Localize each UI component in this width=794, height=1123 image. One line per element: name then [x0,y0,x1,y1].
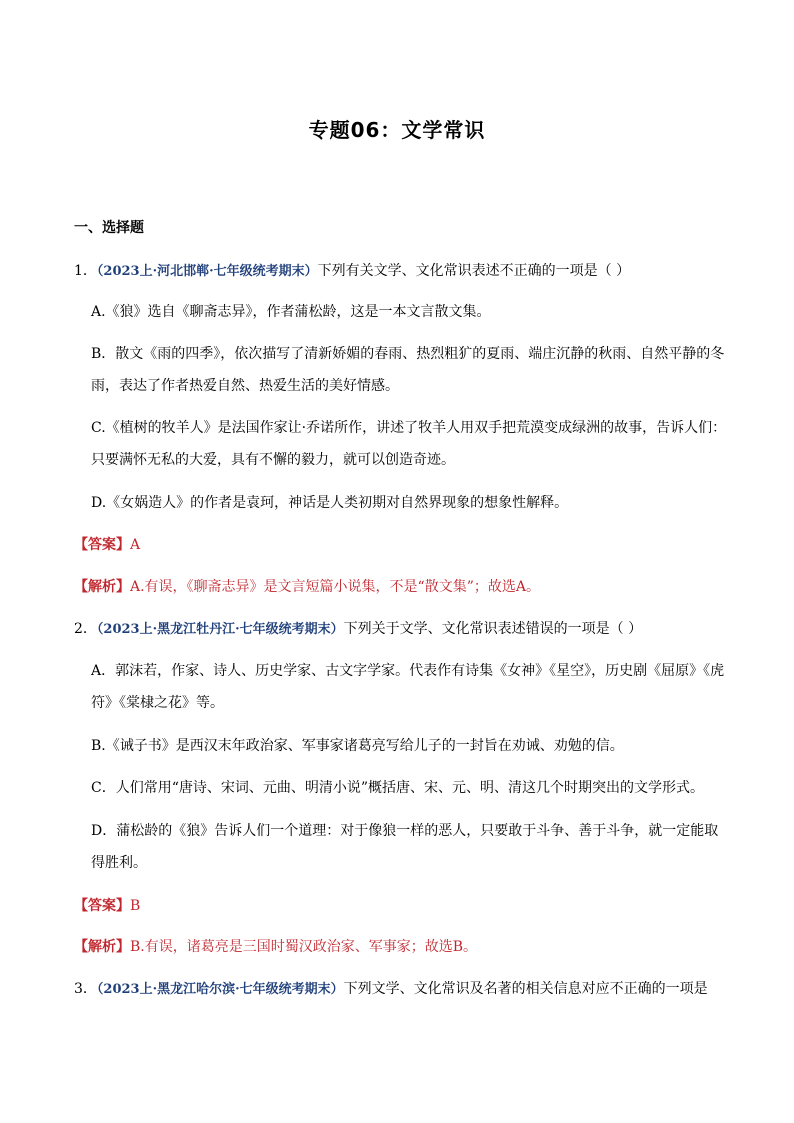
q1-analysis [74,577,540,597]
question-number: 2． [74,621,97,637]
question-number: 3． [74,981,97,997]
analysis-text: A.有误，《聊斋志异》是文言短篇小说集，不是“散文集”；故选A。 [130,579,540,595]
question-3-stem [74,979,708,1000]
q1-answer [74,535,140,555]
q1-option-a: A.《狼》选自《聊斋志异》，作者蒲松龄，这是一本文言散文集。 [91,304,491,320]
question-1-stem [74,261,630,282]
q2-option-d-line1: D．蒲松龄的《狼》告诉人们一个道理：对于像狼一样的恶人，只要敢于斗争、善于斗争，就一定能取 [91,823,719,839]
question-text: 下列有关文学、文化常识表述不正确的一项是（ ） [317,263,631,279]
analysis-label: 【解析】 [74,579,130,595]
answer-label: 【答案】 [74,898,130,914]
q2-option-c: C．人们常用“唐诗、宋词、元曲、明清小说”概括唐、宋、元、明、清这几个时期突出的文学形式。 [91,780,705,796]
analysis-label: 【解析】 [74,939,130,955]
q1-option-d: D.《女娲造人》的作者是袁珂，神话是人类初期对自然界现象的想象性解释。 [91,495,569,511]
answer-label: 【答案】 [74,537,130,553]
answer-value: B [130,898,141,914]
q2-option-d-line2: 得胜利。 [91,855,147,871]
question-source: （2023上·黑龙江牡丹江·七年级统考期末） [96,622,344,637]
question-source: （2023上·河北邯郸·七年级统考期末） [96,264,318,279]
q2-answer [74,896,140,916]
section-heading: 一、选择题 [74,220,144,236]
analysis-text: B.有误，诸葛亮是三国时蜀汉政治家、军事家；故选B。 [130,939,478,955]
q2-option-b: B.《诫子书》是西汉末年政治家、军事家诸葛亮写给儿子的一封旨在劝诫、劝勉的信。 [91,738,624,754]
q1-option-c-line2: 只要满怀无私的大爱，具有不懈的毅力，就可以创造奇迹。 [91,452,455,468]
question-number: 1． [74,263,97,279]
question-text: 下列文学、文化常识及名著的相关信息对应不正确的一项是 [343,981,708,997]
q1-option-b-line2: 雨，表达了作者热爱自然、热爱生活的美好情感。 [91,378,399,394]
question-source: （2023上·黑龙江哈尔滨·七年级统考期末） [96,982,344,997]
question-text: 下列关于文学、文化常识表述错误的一项是（ ） [343,621,643,637]
q1-option-b-line1: B．散文《雨的四季》，依次描写了清新娇媚的春雨、热烈粗犷的夏雨、端庄沉静的秋雨、自然平静的冬 [91,346,725,362]
answer-value: A [130,537,141,553]
page-title: 专题06：文学常识 [308,118,486,142]
q2-option-a-line1: A．郭沫若，作家、诗人、历史学家、古文字学家。代表作有诗集《女神》《星空》，历史剧《屈原》《虎 [91,663,725,679]
q2-analysis [74,937,477,957]
question-2-stem [74,619,642,640]
q2-option-a-line2: 符》《棠棣之花》等。 [91,695,224,711]
q1-option-c-line1: C.《植树的牧羊人》是法国作家让·乔诺所作，讲述了牧羊人用双手把荒漠变成绿洲的故事，告诉人们： [91,420,727,436]
